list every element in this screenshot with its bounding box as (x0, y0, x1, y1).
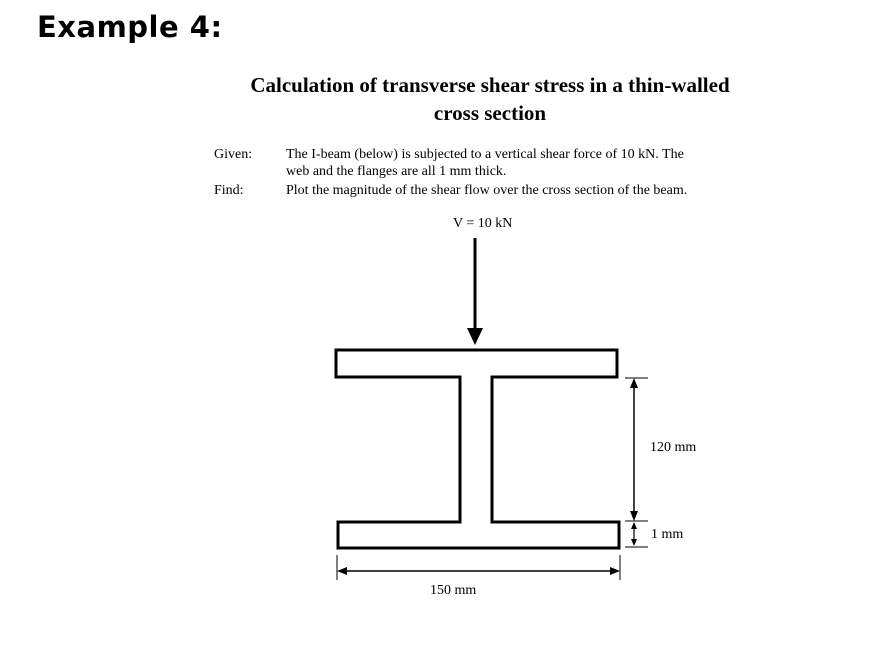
given-label: Given: (214, 147, 253, 162)
height-dimension-line (625, 378, 648, 521)
given-text-line-2: web and the flanges are all 1 mm thick. (286, 164, 507, 179)
problem-heading-line-2: cross section (433, 101, 547, 125)
i-beam-outline (336, 350, 619, 548)
height-dimension-label: 120 mm (650, 440, 697, 455)
given-text-line-1: The I-beam (below) is subjected to a vertical shear force of 10 kN. The (286, 147, 684, 162)
shear-force-arrow (467, 238, 483, 345)
shear-force-label: V = 10 kN (453, 216, 513, 231)
problem-heading-line-1: Calculation of transverse shear stress in a thin-walled (250, 73, 730, 97)
thickness-dimension-label: 1 mm (651, 527, 684, 542)
slide-title: Example 4: (37, 10, 223, 44)
width-dimension-label: 150 mm (430, 583, 477, 598)
thickness-dimension-line (625, 522, 648, 547)
find-label: Find: (214, 183, 244, 198)
width-dimension-line (337, 555, 620, 580)
find-text: Plot the magnitude of the shear flow over the cross section of the beam. (286, 183, 688, 198)
